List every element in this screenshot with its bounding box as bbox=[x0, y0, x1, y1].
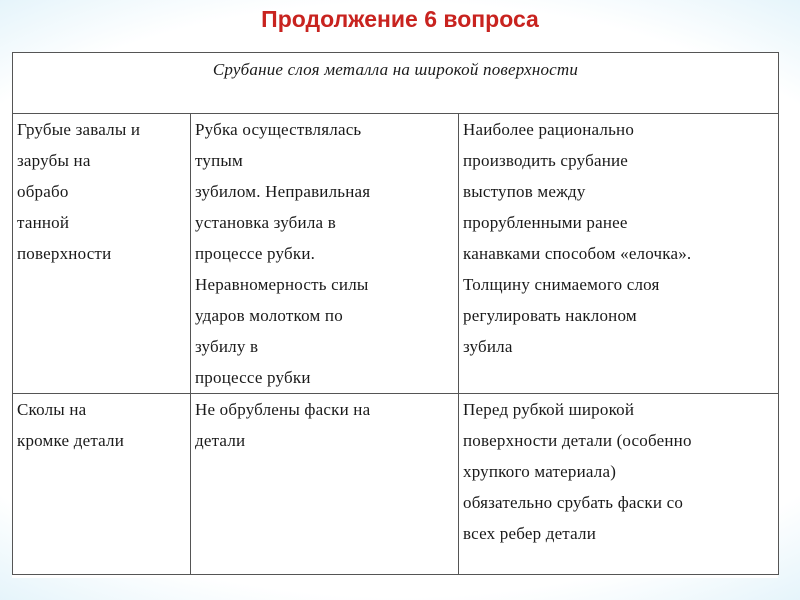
cause-line: зубилу в bbox=[195, 337, 259, 356]
cause-line: Не обрублены фаски на bbox=[195, 400, 371, 419]
defect-line: кромке детали bbox=[17, 431, 125, 450]
prevention-line: канавками способом «елочка». bbox=[463, 244, 692, 263]
prevention-line: регулировать наклоном bbox=[463, 306, 637, 325]
table-row bbox=[13, 394, 779, 575]
prevention-line: Наиболее рационально bbox=[463, 120, 635, 139]
defect-line: поверхности bbox=[17, 244, 112, 263]
cause-cell bbox=[191, 114, 459, 394]
defect-cell bbox=[13, 394, 191, 575]
defect-line: Грубые завалы и bbox=[17, 120, 141, 139]
cause-line: Неравномерность силы bbox=[195, 275, 369, 294]
defect-cell bbox=[13, 114, 191, 394]
prevention-cell bbox=[459, 114, 779, 394]
prevention-line: прорубленными ранее bbox=[463, 213, 628, 232]
defect-line: Сколы на bbox=[17, 400, 87, 419]
prevention-line: зубила bbox=[463, 337, 513, 356]
prevention-line: хрупкого материала) bbox=[463, 462, 617, 481]
cause-line: Рубка осуществлялась bbox=[195, 120, 362, 139]
table-header-row bbox=[13, 53, 779, 114]
prevention-line: обязательно срубать фаски со bbox=[463, 493, 684, 512]
prevention-line: поверхности детали (особенно bbox=[463, 431, 692, 450]
cause-line: детали bbox=[195, 431, 246, 450]
prevention-line: всех ребер детали bbox=[463, 524, 597, 543]
cause-line: установка зубила в bbox=[195, 213, 336, 232]
cause-line: процессе рубки. bbox=[195, 244, 316, 263]
defects-table bbox=[12, 52, 779, 575]
cause-line: тупым bbox=[195, 151, 243, 170]
prevention-line: производить срубание bbox=[463, 151, 629, 170]
defect-line: зарубы на bbox=[17, 151, 91, 170]
slide-title: Продолжение 6 вопроса bbox=[261, 6, 539, 32]
prevention-line: Толщину снимаемого слоя bbox=[463, 275, 660, 294]
cause-line: процессе рубки bbox=[195, 368, 311, 387]
prevention-cell bbox=[459, 394, 779, 575]
cause-line: зубилом. Неправильная bbox=[195, 182, 371, 201]
table-header: Срубание слоя металла на широкой поверхности bbox=[13, 53, 779, 114]
prevention-line: выступов между bbox=[463, 182, 586, 201]
cause-cell bbox=[191, 394, 459, 575]
prevention-line: Перед рубкой широкой bbox=[463, 400, 635, 419]
defect-line: обрабо bbox=[17, 182, 69, 201]
table-sheet bbox=[12, 52, 778, 578]
table-row bbox=[13, 114, 779, 394]
cause-line: ударов молотком по bbox=[195, 306, 343, 325]
defect-line: танной bbox=[17, 213, 70, 232]
